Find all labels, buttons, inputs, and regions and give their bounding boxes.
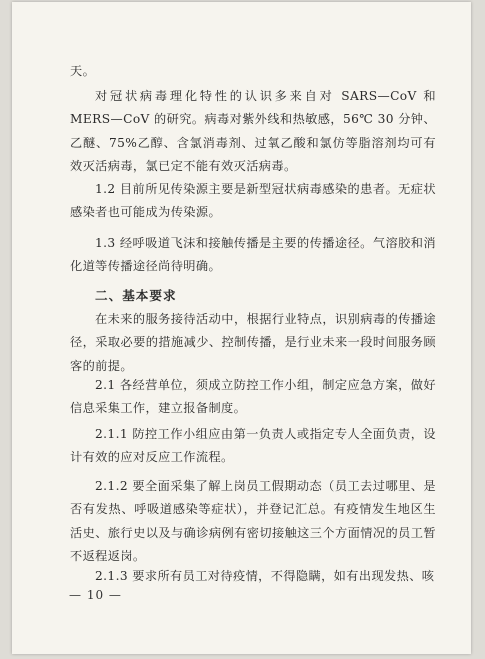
section-heading: 二、基本要求 bbox=[95, 288, 177, 303]
paragraph-2-1-3: 2.1.3 要求所有员工对待疫情，不得隐瞒，如有出现发热、咳 bbox=[95, 569, 435, 583]
page-number: — 10 — bbox=[69, 588, 122, 602]
paragraph-intro: 在未来的服务接待活动中，根据行业特点，识别病毒的传播途径，采取必要的措施减少、控制传播，是行业未来一段时间服务顾客的前提。 bbox=[70, 312, 436, 373]
paragraph-2-1-2: 2.1.2 要全面采集了解上岗员工假期动态（员工去过哪里、是否有发热、呼吸道感染等症状），并登记汇总。有疫情发生地区生活史、旅行史以及与确诊病例有密切接触这三个方面情况的员工暂不返程返岗。 bbox=[70, 479, 436, 564]
paragraph-1-3: 1.3 经呼吸道飞沫和接触传播是主要的传播途径。气溶胶和消化道等传播途径尚待明确。 bbox=[70, 236, 436, 274]
document-page bbox=[12, 2, 471, 654]
paragraph-2-1: 2.1 各经营单位，须成立防控工作小组，制定应急方案，做好信息采集工作，建立报备制度。 bbox=[70, 378, 436, 416]
paragraph-2-1-1: 2.1.1 防控工作小组应由第一负责人或指定专人全面负责，设计有效的应对反应工作流程。 bbox=[70, 427, 436, 465]
paragraph-continuation: 天。 bbox=[70, 64, 96, 78]
paragraph-1-2: 1.2 目前所见传染源主要是新型冠状病毒感染的患者。无症状感染者也可能成为传染源。 bbox=[70, 182, 436, 220]
paragraph-virus-properties: 对冠状病毒理化特性的认识多来自对 SARS—CoV 和 MERS—CoV 的研究。病毒对紫外线和热敏感，56℃ 30 分钟、乙醚、75%乙醇、含氯消毒剂、过氧乙酸和氯仿等脂溶剂均可有效灭活病毒，氯已定不能有效灭活病毒。 bbox=[70, 89, 436, 174]
